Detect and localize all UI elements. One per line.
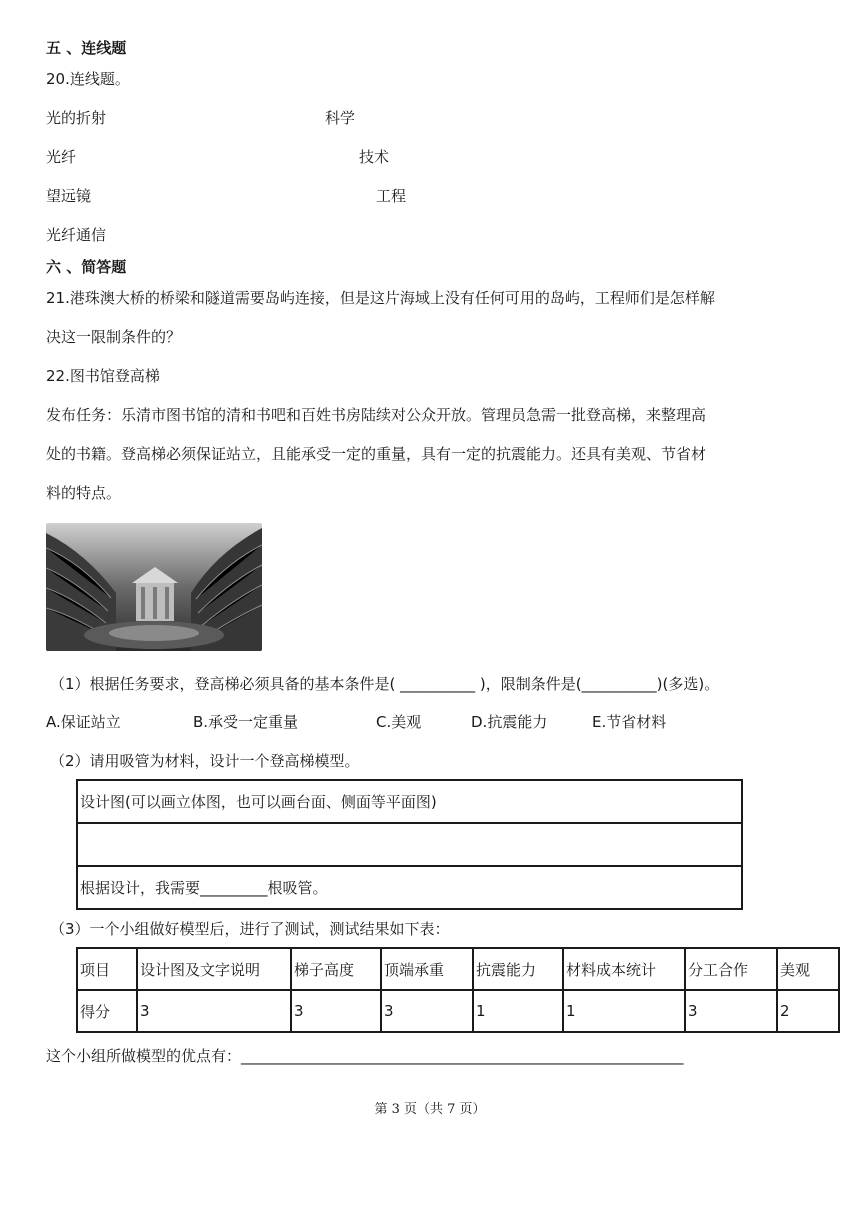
sub-question-1: （1）根据任务要求，登高梯必须具备的基本条件是( __________ )，限制条件是(__________)(多选)。	[50, 675, 720, 693]
score-table-header: 抗震能力	[473, 948, 563, 990]
match-left-item-2: 光纤	[46, 148, 77, 166]
match-left-item-3: 望远镜	[46, 187, 92, 205]
question-21-line-1: 21.港珠澳大桥的桥梁和隧道需要岛屿连接，但是这片海域上没有任何可用的岛屿，工程师们是怎样解	[46, 289, 715, 307]
option-d: D.抗震能力	[471, 713, 548, 731]
design-table-row-2	[77, 823, 742, 866]
score-table-header: 美观	[777, 948, 839, 990]
score-table-cell: 1	[563, 990, 685, 1032]
score-table-cell: 3	[685, 990, 777, 1032]
score-table-cell: 1	[473, 990, 563, 1032]
match-left-item-1: 光的折射	[46, 109, 107, 127]
sub-question-3: （3）一个小组做好模型后，进行了测试，测试结果如下表：	[50, 920, 450, 938]
question-21-line-2: 决这一限制条件的？	[46, 328, 182, 346]
page-footer: 第 3 页（共 7 页）	[374, 1102, 486, 1117]
score-table-cell: 3	[381, 990, 473, 1032]
score-table-cell: 3	[137, 990, 291, 1032]
design-table-row-1: 设计图(可以画立体图，也可以画台面、侧面等平面图)	[77, 780, 742, 823]
match-right-item-2: 技术	[359, 148, 390, 166]
advantages-line: 这个小组所做模型的优点有：___________________________________________________________	[46, 1047, 684, 1065]
option-e: E.节省材料	[592, 713, 667, 731]
match-right-item-1: 科学	[325, 109, 356, 127]
question-22-title: 22.图书馆登高梯	[46, 367, 160, 385]
question-22-task-line-1: 发布任务：乐清市图书馆的清和书吧和百姓书房陆续对公众开放。管理员急需一批登高梯，来整理高	[46, 406, 707, 424]
option-c: C.美观	[376, 713, 422, 731]
score-table	[76, 947, 840, 1033]
library-photo	[46, 523, 262, 651]
design-table	[76, 779, 743, 910]
match-left-item-4: 光纤通信	[46, 226, 107, 244]
score-table-cell: 3	[291, 990, 381, 1032]
question-20: 20.连线题。	[46, 70, 130, 88]
score-table-header: 分工合作	[685, 948, 777, 990]
score-table-cell: 得分	[77, 990, 137, 1032]
option-a: A.保证站立	[46, 713, 121, 731]
score-table-header: 梯子高度	[291, 948, 381, 990]
score-table-score-row	[77, 990, 839, 1032]
option-b: B.承受一定重量	[193, 713, 299, 731]
score-table-header-row	[77, 948, 839, 990]
score-table-header: 顶端承重	[381, 948, 473, 990]
sub-question-2: （2）请用吸管为材料，设计一个登高梯模型。	[50, 752, 360, 770]
question-22-task-line-2: 处的书籍。登高梯必须保证站立，且能承受一定的重量，具有一定的抗震能力。还具有美观、节省材	[46, 445, 707, 463]
section-6-heading: 六 、简答题	[46, 258, 127, 276]
match-right-item-3: 工程	[376, 187, 407, 205]
question-22-task-line-3: 料的特点。	[46, 484, 122, 502]
design-table-row-3: 根据设计，我需要_________根吸管。	[77, 866, 742, 909]
score-table-header: 材料成本统计	[563, 948, 685, 990]
section-5-heading: 五 、连线题	[46, 39, 127, 57]
score-table-cell: 2	[777, 990, 839, 1032]
score-table-header: 设计图及文字说明	[137, 948, 291, 990]
score-table-header: 项目	[77, 948, 137, 990]
